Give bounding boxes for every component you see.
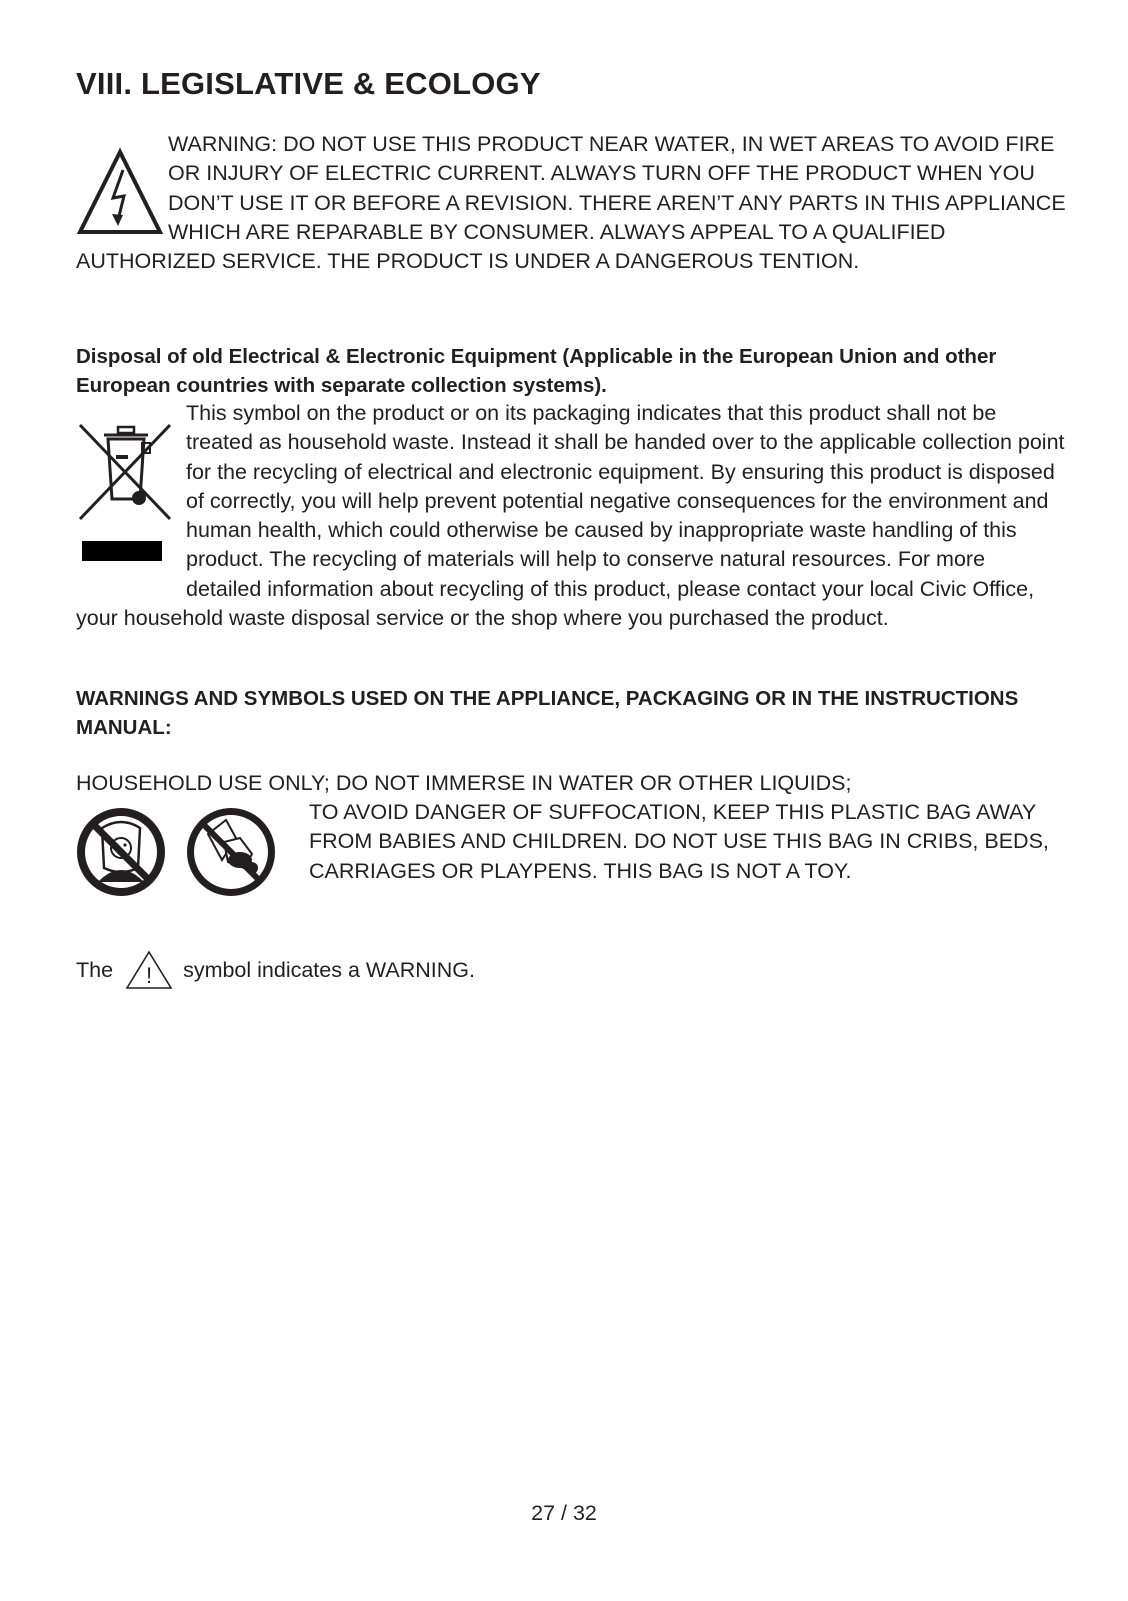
warning-label: WARNING [168,132,272,156]
disposal-block [76,399,1066,633]
plastic-bag-text: TO AVOID DANGER OF SUFFOCATION, KEEP THIS PLASTIC BAG AWAY FROM BABIES AND CHILDREN. DO NOT USE THIS BAG IN CRIBS, BEDS, CARRIAGES OR PLAYPENS. THIS BAG IS NOT A TOY. [309,800,1049,883]
warning-suffix: symbol indicates a WARNING. [183,958,475,982]
plastic-bag-icons [76,798,309,918]
warning-text: : DO NOT USE THIS PRODUCT NEAR WATER, IN WET AREAS TO AVOID FIRE OR INJURY OF ELECTRIC CURRENT. ALWAYS TURN OFF THE PRODUCT WHEN YOU DON’T USE IT OR BEFORE A REVISION. THERE AREN’T ANY PARTS IN THIS APPLIANCE WHICH ARE REPARABLE BY CONSUMER. ALWAYS APPEAL TO A QUALIFIED AUTHORIZED SERVICE. THE PRODUCT IS UNDER A DANGEROUS TENTION. [76,132,1066,274]
svg-text:!: ! [146,963,153,988]
plastic-bag-block [76,798,1066,918]
warning-triangle-icon [125,949,173,991]
no-bag-over-head-icon [77,808,165,896]
electric-warning-block [76,130,1066,276]
page-number: 27 / 32 [531,1501,597,1525]
disposal-text: This symbol on the product or on its packaging indicates that this product shall not be treated as household waste. Instead it shall be handed over to the applicable collection point for the recycling of electrical and electronic equipment. By ensuring this product is disposed of correctly, you will help prevent potential negative consequences for the environment and human health, which could otherwise be caused by inappropriate waste handling of this product. The recycling of materials will help to conserve natural resources. For more detailed information about recycling of this product, please contact your local Civic Office, your household waste disposal service or the shop where you purchased the product. [76,401,1065,631]
electric-shock-warning-icon [76,130,168,247]
warning-symbol-line [76,945,475,995]
symbols-heading: WARNINGS AND SYMBOLS USED ON THE APPLIANCE, PACKAGING OR IN THE INSTRUCTIONS MANUAL: [76,687,1019,740]
no-plastic-bag-for-babies-icon [187,808,275,896]
page-title: VIII. LEGISLATIVE & ECOLOGY [76,66,541,101]
disposal-heading: Disposal of old Electrical & Electronic Equipment (Applicable in the European Union and other European countries with separate collection systems). [76,345,997,398]
warning-prefix: The [76,958,114,982]
household-use-text: HOUSEHOLD USE ONLY; DO NOT IMMERSE IN WATER OR OTHER LIQUIDS; [76,771,852,795]
crossed-out-wheelie-bin-icon [76,399,186,575]
